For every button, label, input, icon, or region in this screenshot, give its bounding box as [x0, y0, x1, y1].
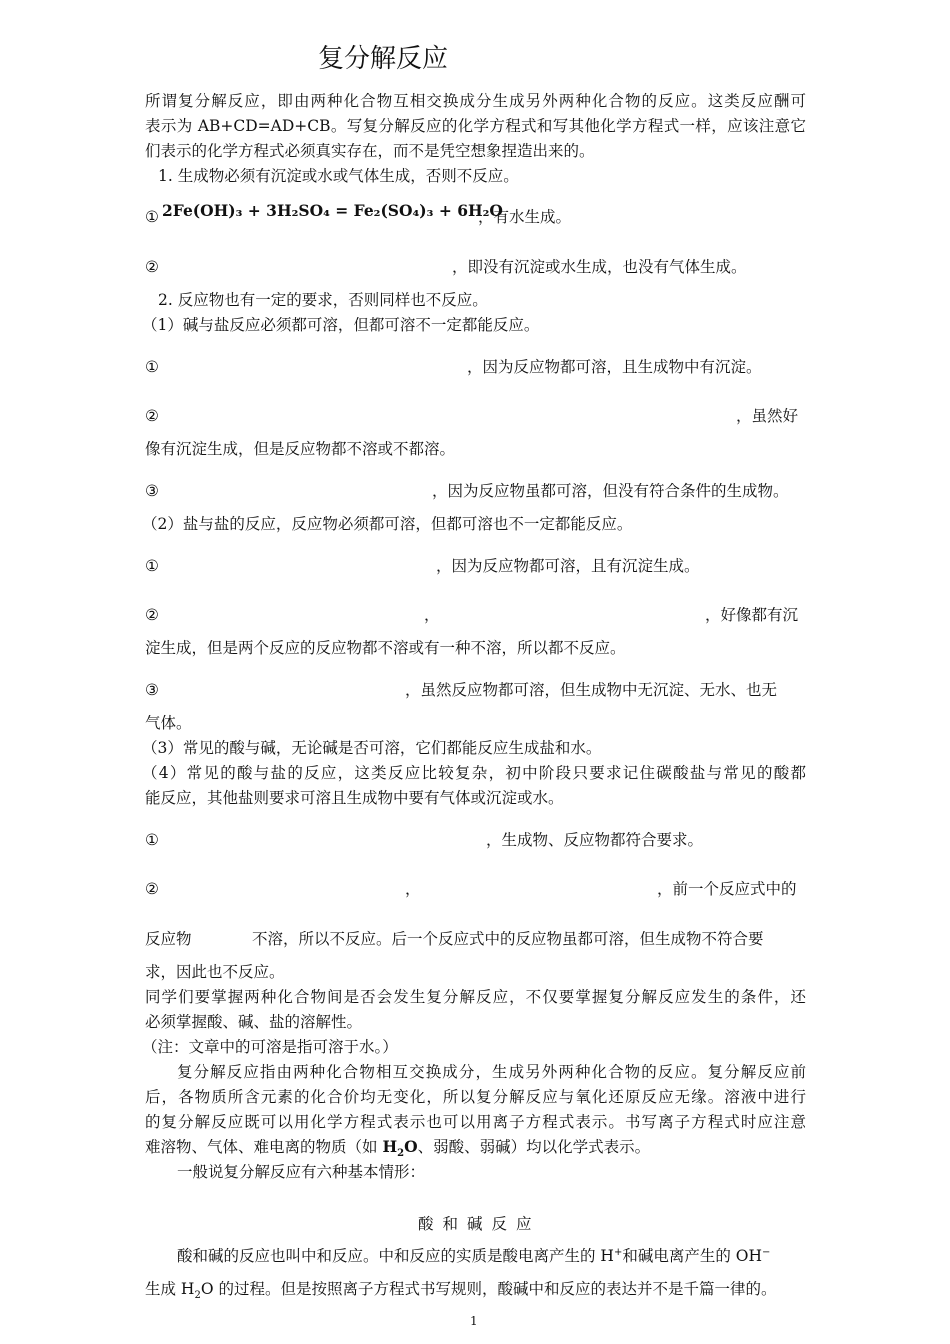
s1-ex2-marker: ②: [145, 407, 159, 425]
definition-line-4-b: 、弱酸、弱碱）均以化学式表示。: [417, 1138, 651, 1156]
s1-ex3-text: ，因为反应物虽都可溶，但没有符合条件的生成物。: [432, 482, 789, 500]
rule1-heading: 1. 生成物必须有沉淀或水或气体生成，否则不反应。: [158, 167, 519, 185]
definition-line-4-a: 难溶物、气体、难电离的物质（如: [145, 1138, 383, 1156]
definition-line-3: 的复分解反应既可以用化学方程式表示也可以用离子方程式表示。书写离子方程式时应注意: [145, 1113, 806, 1131]
rule2-sub2: （2）盐与盐的反应，反应物必须都可溶，但都可溶也不一定都能反应。: [142, 515, 633, 533]
s2-ex3-marker: ③: [145, 681, 159, 699]
h2o-sub-2: 2: [194, 1290, 201, 1302]
s4-ex2-cont1b: 不溶，所以不反应。后一个反应式中的反应物虽都可溶，但生成物不符合要: [252, 930, 764, 948]
summary-line-2: 必须掌握酸、碱、盐的溶解性。: [145, 1013, 363, 1031]
acid-base-line-2-b: O 的过程。但是按照离子方程式书写规则，酸碱中和反应的表达并不是千篇一律的。: [200, 1280, 777, 1298]
s2-ex1-text: ，因为反应物都可溶，且有沉淀生成。: [436, 557, 700, 575]
acid-base-line-2-a: 生成 H: [145, 1280, 195, 1298]
intro-line-1: 所谓复分解反应，即由两种化合物互相交换成分生成另外两种化合物的反应。这类反应酬可: [145, 92, 806, 110]
s4-ex1-marker: ①: [145, 831, 159, 849]
s2-ex2-comma: ，: [424, 606, 440, 624]
s2-ex3-cont: 气体。: [145, 714, 192, 732]
rule2-heading: 2. 反应物也有一定的要求，否则同样也不反应。: [158, 291, 488, 309]
definition-line-4: [145, 1138, 650, 1163]
s2-ex3-text: ，虽然反应物都可溶，但生成物中无沉淀、无水、也无: [405, 681, 778, 699]
acid-base-heading: 酸和碱反应: [418, 1215, 541, 1233]
s1-ex3-marker: ③: [145, 482, 159, 500]
h2o-h: H: [382, 1137, 398, 1156]
intro-line-2: 表示为 AB+CD=AD+CB。写复分解反应的化学方程式和写其他化学方程式一样，应该注意它: [145, 117, 806, 135]
rule1-ex1-text: ，有水生成。: [478, 208, 572, 226]
s2-ex2-marker: ②: [145, 606, 159, 624]
s4-ex2-cont2: 求，因此也不反应。: [145, 963, 285, 981]
acid-base-line-1-b: 和碱电离产生的 OH: [622, 1247, 762, 1266]
intro-line-3: 们表示的化学方程式必须真实存在，而不是凭空想象捏造出来的。: [145, 142, 595, 160]
rule1-ex1-marker: ①: [145, 208, 159, 226]
s4-ex2-text: ，前一个反应式中的: [657, 880, 797, 898]
oh-minus-sup: −: [762, 1247, 771, 1258]
s2-ex2-text: ，好像都有沉: [705, 606, 799, 624]
rule1-ex1-formula: 2Fe(OH)₃ + 3H₂SO₄ = Fe₂(SO₄)₃ + 6H₂O: [162, 201, 503, 220]
definition-line-1: 复分解反应指由两种化合物相互交换成分，生成另外两种化合物的反应。复分解反应前: [177, 1063, 806, 1081]
rule1-ex2-text: ，即没有沉淀或水生成，也没有气体生成。: [452, 258, 747, 276]
page-number: 1: [470, 1314, 478, 1328]
s4-ex2-comma: ，: [405, 880, 421, 898]
s1-ex1-marker: ①: [145, 358, 159, 376]
summary-note: （注：文章中的可溶是指可溶于水。）: [142, 1038, 398, 1056]
rule2-sub1: （1）碱与盐反应必须都可溶，但都可溶不一定都能反应。: [142, 316, 540, 334]
s1-ex2-text: ，虽然好: [736, 407, 799, 425]
acid-base-line-1: [177, 1244, 770, 1265]
s2-ex1-marker: ①: [145, 557, 159, 575]
page-title: 复分解反应: [318, 44, 449, 74]
rule2-sub3: （3）常见的酸与碱，无论碱是否可溶，它们都能反应生成盐和水。: [142, 739, 602, 757]
s4-ex1-text: ，生成物、反应物都符合要求。: [486, 831, 704, 849]
h2o-sub: 2: [397, 1148, 405, 1160]
definition-line-2: 后，各物质所含元素的化合价均无变化，所以复分解反应与氧化还原反应无缘。溶液中进行: [145, 1088, 806, 1106]
summary-line-1: 同学们要掌握两种化合物间是否会发生复分解反应，不仅要掌握复分解反应发生的条件，还: [145, 988, 806, 1006]
h-plus-sup: +: [613, 1247, 623, 1258]
rule1-ex2-marker: ②: [145, 258, 159, 276]
h2o-o: O: [404, 1137, 418, 1156]
rule2-sub4-line1: （4）常见的酸与盐的反应，这类反应比较复杂，初中阶段只要求记住碳酸盐与常见的酸都: [142, 764, 806, 782]
s4-ex2-marker: ②: [145, 880, 159, 898]
acid-base-line-2: [145, 1280, 776, 1305]
s2-ex2-cont: 淀生成，但是两个反应的反应物都不溶或有一种不溶，所以都不反应。: [145, 639, 626, 657]
acid-base-line-1-a: 酸和碱的反应也叫中和反应。中和反应的实质是酸电离产生的 H: [177, 1247, 614, 1266]
s4-ex2-cont1a: 反应物: [145, 930, 192, 948]
s1-ex2-cont: 像有沉淀生成，但是反应物都不溶或不都溶。: [145, 440, 456, 458]
s1-ex1-text: ，因为反应物都可溶，且生成物中有沉淀。: [467, 358, 762, 376]
definition-line-5: 一般说复分解反应有六种基本情形：: [177, 1163, 426, 1181]
rule2-sub4-line2: 能反应，其他盐则要求可溶且生成物中要有气体或沉淀或水。: [145, 789, 564, 807]
